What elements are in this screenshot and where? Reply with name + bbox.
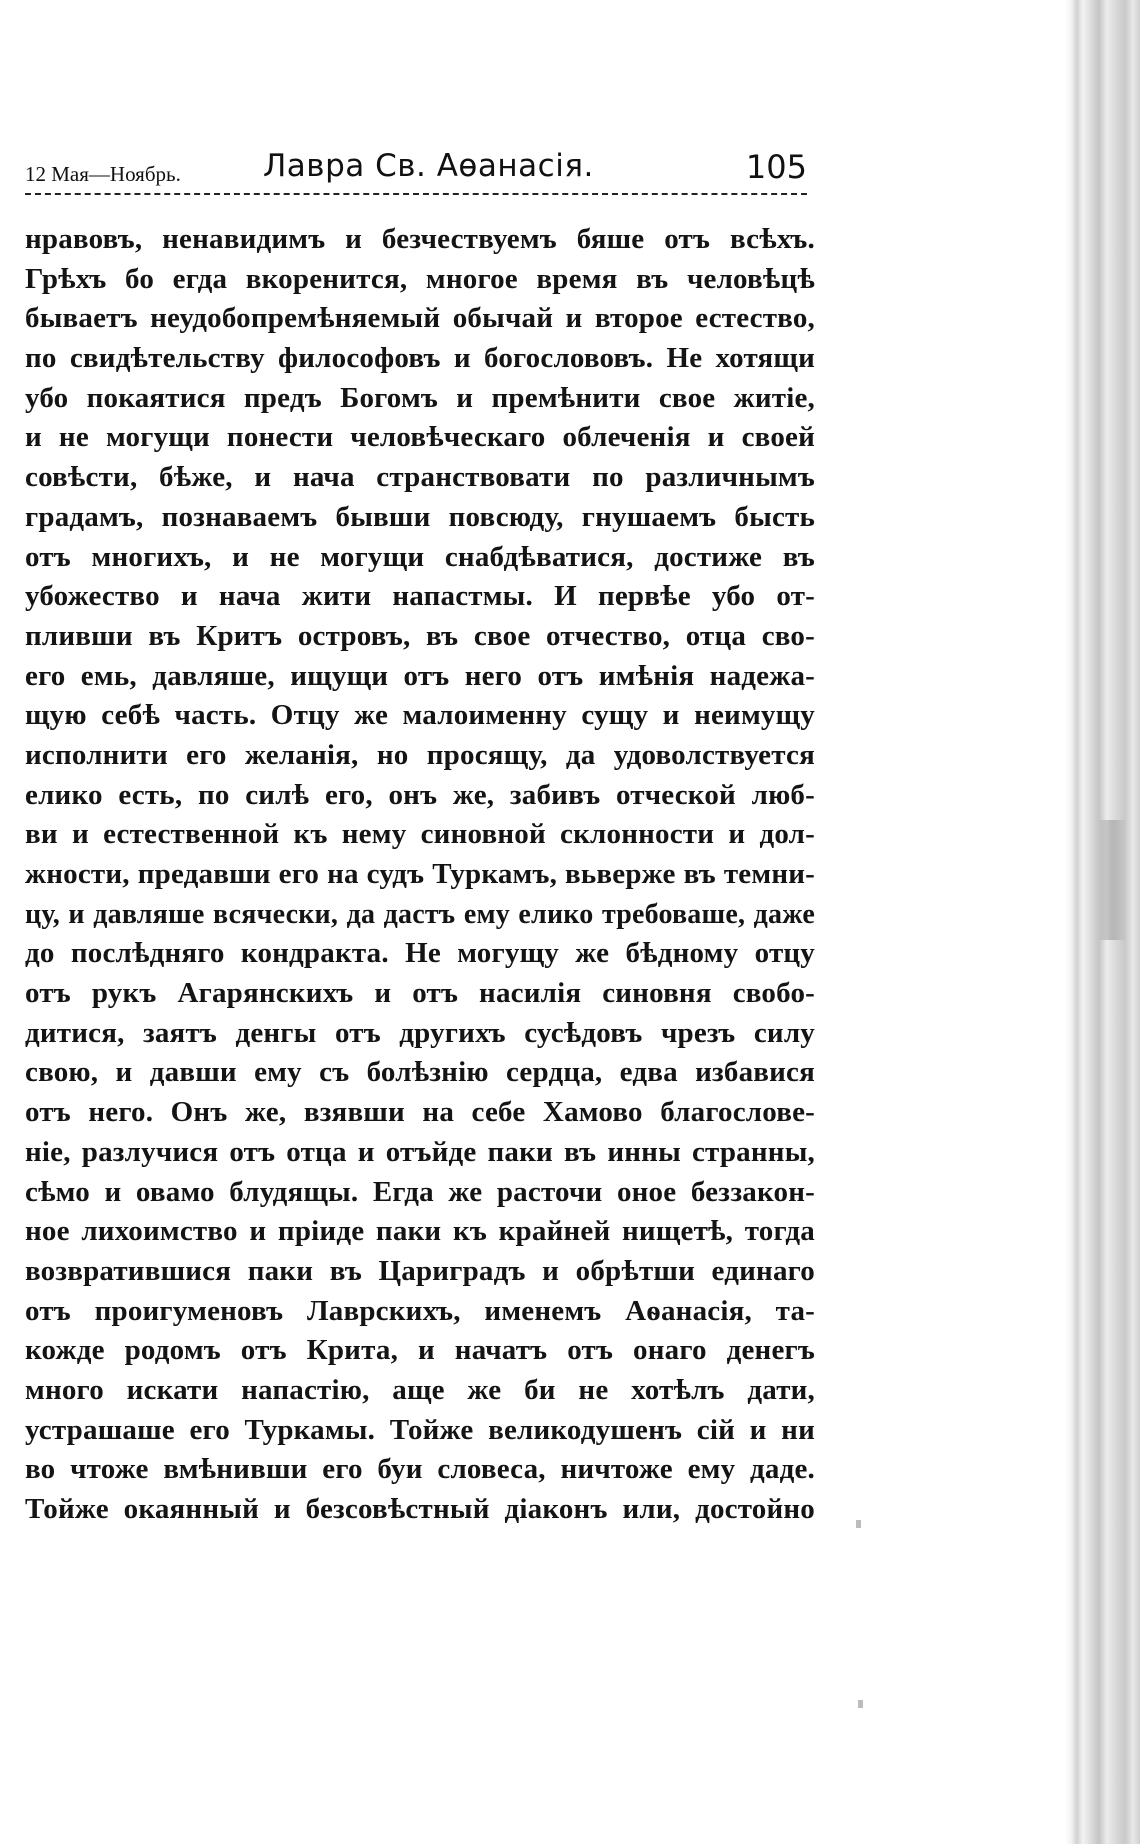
text-line: устрашаше его Туркамы. Тойже великодушенъ сій и ни <box>25 1413 815 1446</box>
text-line: пливши въ Критъ островъ, въ свое отчество, отца сво- <box>25 619 815 652</box>
text-line: много искати напастію, аще же би не хотѣлъ дати, <box>25 1373 815 1406</box>
edge-shadow <box>1100 820 1126 940</box>
text-line: убо покаятися предъ Богомъ и премѣнити свое житіе, <box>25 381 815 414</box>
header-rule <box>25 193 807 195</box>
header-title: Лавра Св. Аѳанасія. <box>263 148 594 184</box>
book-edge <box>1065 0 1140 1844</box>
text-line: во чтоже вмѣнивши его буи словеса, ничтоже ему даде. <box>25 1453 815 1486</box>
header-date-range: 12 Мая—Ноябрь. <box>25 162 181 186</box>
text-line: отъ рукъ Агарянскихъ и отъ насилія синовня свобо- <box>25 977 815 1010</box>
running-header <box>25 148 807 198</box>
text-line: градамъ, познаваемъ бывши повсюду, гнушаемъ бысть <box>25 500 815 533</box>
text-line: нравовъ, ненавидимъ и безчествуемъ бяше отъ всѣхъ. <box>25 223 815 255</box>
text-line: отъ многихъ, и не могущи снабдѣватися, достиже въ <box>25 540 815 573</box>
text-line: кожде родомъ отъ Крита, и начатъ отъ онаго денегъ <box>25 1334 815 1367</box>
text-line: его емь, давляше, ищущи отъ него отъ имѣнія надежа- <box>25 659 815 692</box>
body-text <box>25 220 815 1530</box>
text-line: возвратившися паки въ Цариградъ и обрѣтши единаго <box>25 1254 815 1287</box>
text-line: отъ проигуменовъ Лаврскихъ, именемъ Аѳанасія, та- <box>25 1294 815 1327</box>
text-line: и не могущи понести человѣческаго облеченія и своей <box>25 421 815 454</box>
text-line: цу, и давляше всячески, да дастъ ему елико требоваше, даже <box>25 898 815 930</box>
text-line: свою, и давши ему съ болѣзнію сердца, едва избавися <box>25 1056 815 1089</box>
text-line: ное лихоимство и пріиде паки къ крайней нищетѣ, тогда <box>25 1215 815 1248</box>
text-line: щую себѣ часть. Отцу же малоименну сущу и неимущу <box>25 699 815 732</box>
text-line: ви и естественной къ нему синовной склонности и дол- <box>25 818 815 851</box>
text-line: по свидѣтельству философовъ и богослововъ. Не хотящи <box>25 342 815 375</box>
text-line: сѣмо и овамо блудящы. Егда же расточи оное беззакон- <box>25 1175 815 1208</box>
scan-speck <box>858 1700 863 1708</box>
text-line: до послѣдняго кондракта. Не могущу же бѣдному отцу <box>25 937 815 970</box>
text-line: отъ него. Онъ же, взявши на себе Хамово благослове- <box>25 1096 815 1129</box>
text-line: ніе, разлучися отъ отца и отъйде паки въ инны странны, <box>25 1135 815 1168</box>
scan-speck <box>856 1520 861 1528</box>
text-line: Тойже окаянный и безсовѣстный діаконъ или, достойно <box>25 1493 815 1525</box>
text-line: убожество и нача жити напастмы. И первѣе убо от- <box>25 580 815 613</box>
text-line: елико есть, по силѣ его, онъ же, забивъ отческой люб- <box>25 778 815 811</box>
page-number: 105 <box>745 148 807 186</box>
text-line: исполнити его желанія, но просящу, да удоволствуется <box>25 738 815 771</box>
text-line: Грѣхъ бо егда вкоренится, многое время въ человѣцѣ <box>25 262 815 295</box>
text-line: дитися, заятъ денгы отъ другихъ сусѣдовъ чрезъ силу <box>25 1016 815 1049</box>
text-line: жности, предавши его на судъ Туркамъ, вьверже въ темни- <box>25 858 815 890</box>
text-line: совѣсти, бѣже, и нача странствовати по различнымъ <box>25 461 815 494</box>
text-line: бываетъ неудобопремѣняемый обычай и второе естество, <box>25 302 815 335</box>
